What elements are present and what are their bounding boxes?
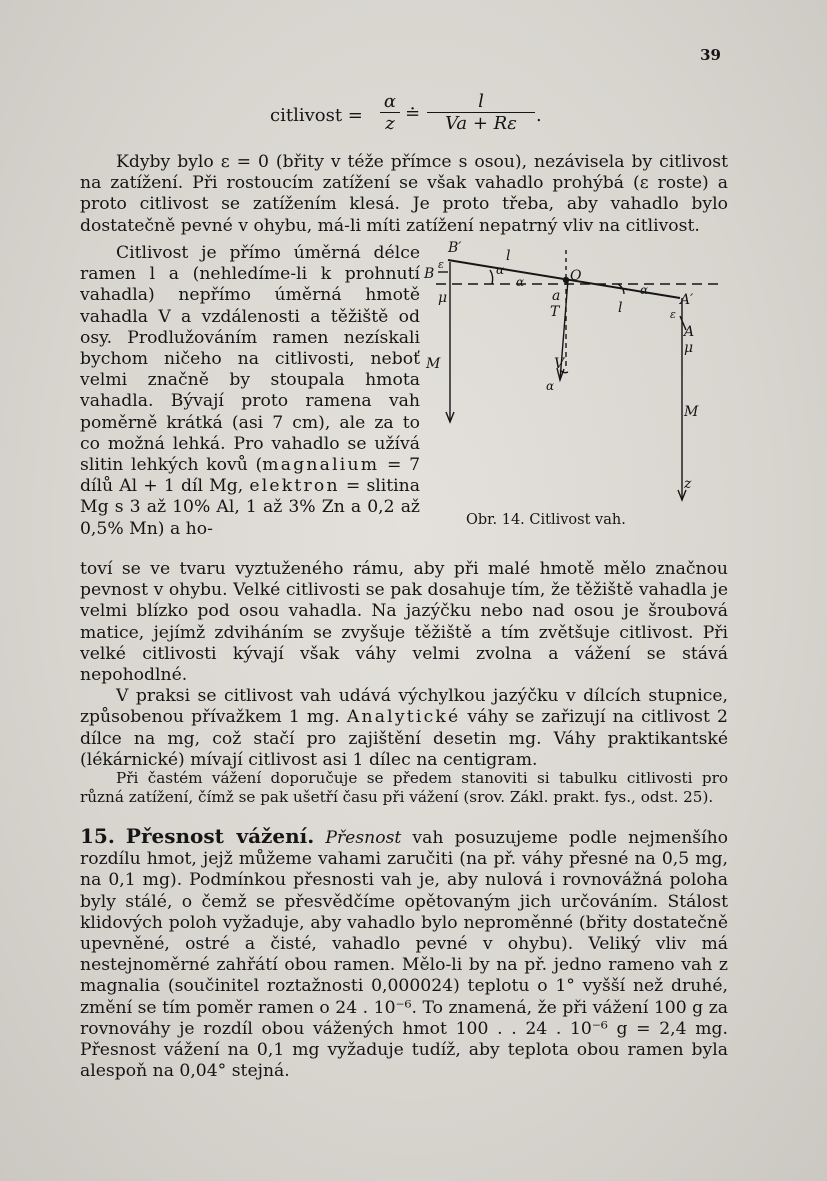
term-analyticke: Analytické — [346, 707, 461, 728]
label-b-prime: B′ — [448, 240, 462, 256]
pivot-point-o — [564, 278, 569, 283]
paragraph-2-text — [80, 243, 420, 540]
paragraph-3-text — [80, 686, 728, 771]
section-15-paragraph — [80, 826, 728, 1082]
small-print-note — [80, 769, 728, 806]
paragraph-1 — [80, 152, 728, 237]
label-mu-right: μ — [684, 340, 694, 356]
paragraph-2-part-a: Citlivost je přímo úměrná délce ramen l a (nehledíme-li k prohnutí vahadla) nepřímo úměrná hmotě vahadla V a vzdálenosti a těžiště od osy. Prodlužováním ramen nezískali bychom ničeho na citlivosti, neboť velmi značně by stoupala hmota vahadla. Bývají proto ramena vah poměrně krátká (asi 7 cm), ale za to co možná lehká. Pro vahadlo se užívá slitin lehkých kovů ( — [80, 243, 420, 476]
label-alpha-right: α — [640, 283, 649, 297]
label-m-right: M — [684, 404, 699, 420]
section-15 — [80, 826, 728, 1082]
label-a: A — [684, 324, 695, 340]
term-elektron: elektron — [249, 476, 340, 497]
formula-approx-sign: ≐ — [405, 103, 421, 124]
figure-caption: Obr. 14. Citlivost vah. — [466, 512, 626, 528]
paragraph-3-part-a: V praksi se citlivost vah udává výchylkou jazýčku v dílcích stupnice, způsobenou přívažkem 1 mg. — [80, 686, 728, 728]
paragraph-1-text: Kdyby bylo ε = 0 (břity v téže přímce s osou), nezávisela by citlivost na zatížení. Při rostoucím zatížení se však vahadlo prohýbá (ε roste) a proto citlivost se zatížením klesá. Je proto třeba, aby vahadlo bylo dostatečně pevné v ohybu, má-li míti zatížení nepatrný vliv na citlivost. — [80, 152, 728, 236]
balance-sensitivity-figure — [418, 240, 730, 530]
angle-arc-left — [490, 270, 493, 284]
paragraph-2-continuation: toví se ve tvaru vyztuženého rámu, aby při malé hmotě mělo značnou pevnost v ohybu. Velké citlivosti se pak dosahuje tím, že těžiště vahadla je velmi blízko pod osou vahadla. Na jazýčku nebo nad osou je šroubová matice, jejímž zdviháním se zvyšuje těžiště a tím zvětšuje citlivost. Při velké citlivosti kývají však váhy velmi zvolna a vážení se stává nepohodlné. — [80, 559, 728, 686]
formula-fraction-2 — [427, 92, 535, 135]
label-l-right: l — [618, 300, 623, 316]
formula-end: . — [536, 105, 542, 126]
paragraph-2-continued — [80, 559, 728, 771]
sensitivity-formula — [270, 88, 590, 144]
formula-lhs: citlivost = — [270, 105, 363, 126]
label-t: T — [550, 304, 560, 320]
formula-frac1-numerator: α — [380, 92, 400, 113]
label-z: z — [684, 476, 692, 492]
label-a-prime: A′ — [680, 292, 694, 308]
label-v: V — [554, 356, 565, 372]
section-term: Přesnost — [325, 828, 402, 848]
section-number: 15. — [80, 824, 115, 848]
label-mu-left: μ — [438, 290, 448, 306]
formula-frac2-denominator: Va + Rε — [445, 113, 517, 134]
label-epsilon-right: ε — [670, 308, 676, 321]
label-alpha-top: α — [496, 263, 505, 277]
paragraph-3-part-b: váhy se zařizují na citlivost 2 dílce na mg, což stačí pro zajištění desetin mg. Váhy praktikantské (lékárnické) mívají citlivost asi 1 dílec na centigram. — [80, 707, 728, 770]
page-number: 39 — [700, 46, 721, 64]
paragraph-2-part-c: = slitina Mg s 3 až 10% Al, 1 až 3% Zn a 0,2 až 0,5% Mn) a ho- — [80, 476, 420, 539]
label-alpha-bottom: α — [546, 379, 555, 393]
formula-frac2-numerator: l — [427, 92, 535, 113]
label-b: B — [424, 266, 435, 282]
label-epsilon-left: ε — [438, 258, 444, 271]
label-alpha-left: α — [516, 275, 525, 289]
small-note-text: Při častém vážení doporučuje se předem stanoviti si tabulku citlivosti pro různá zatížení, čímž se pak ušetří času při vážení (srov. Zákl. prakt. fys., odst. 25). — [80, 769, 728, 806]
label-a-small: a — [552, 288, 561, 304]
formula-frac1-denominator: z — [385, 113, 395, 134]
paragraph-2-column — [80, 243, 420, 540]
formula-fraction-1 — [380, 92, 400, 135]
paragraph-2-part-b: = 7 dílů Al + 1 díl Mg, — [80, 455, 421, 497]
label-o: O — [570, 268, 582, 284]
section-title: Přesnost vážení. — [125, 824, 315, 848]
term-magnalium: magnalium — [262, 455, 380, 476]
label-l-left: l — [506, 248, 511, 264]
section-15-text: vah posuzujeme podle nejmenšího rozdílu hmot, jejž můžeme vahami zaručiti (na př. váhy přesné na 0,5 mg, na 0,1 mg). Podmínkou přesnosti vah je, aby nulová i rovnovážná poloha byly stálé, o čemž se přesvědčíme opětovaným jich určováním. Stálost klidových poloh vyžaduje, aby vahadlo bylo neproměnné (břity dostatečně upevněné, ostré a čisté, vahadlo pevné v ohybu). Veliký vliv má nestejnoměrné zahřátí obou ramen. Mělo-li by na př. jedno rameno vah z magnalia (součinitel roztažnosti 0,000024) teplotu o 1° vyšší než druhé, změní se tím poměr ramen o 24 . 10⁻⁶. To znamená, že při vážení 100 g za rovnováhy je rozdíl obou vážených hmot 100 . . 24 . 10⁻⁶ g = 2,4 mg. Přesnost vážení na 0,1 mg vyžaduje tudíž, aby teplota obou ramen byla alespoň na 0,04° stejná. — [80, 828, 728, 1082]
label-m-left: M — [426, 356, 441, 372]
